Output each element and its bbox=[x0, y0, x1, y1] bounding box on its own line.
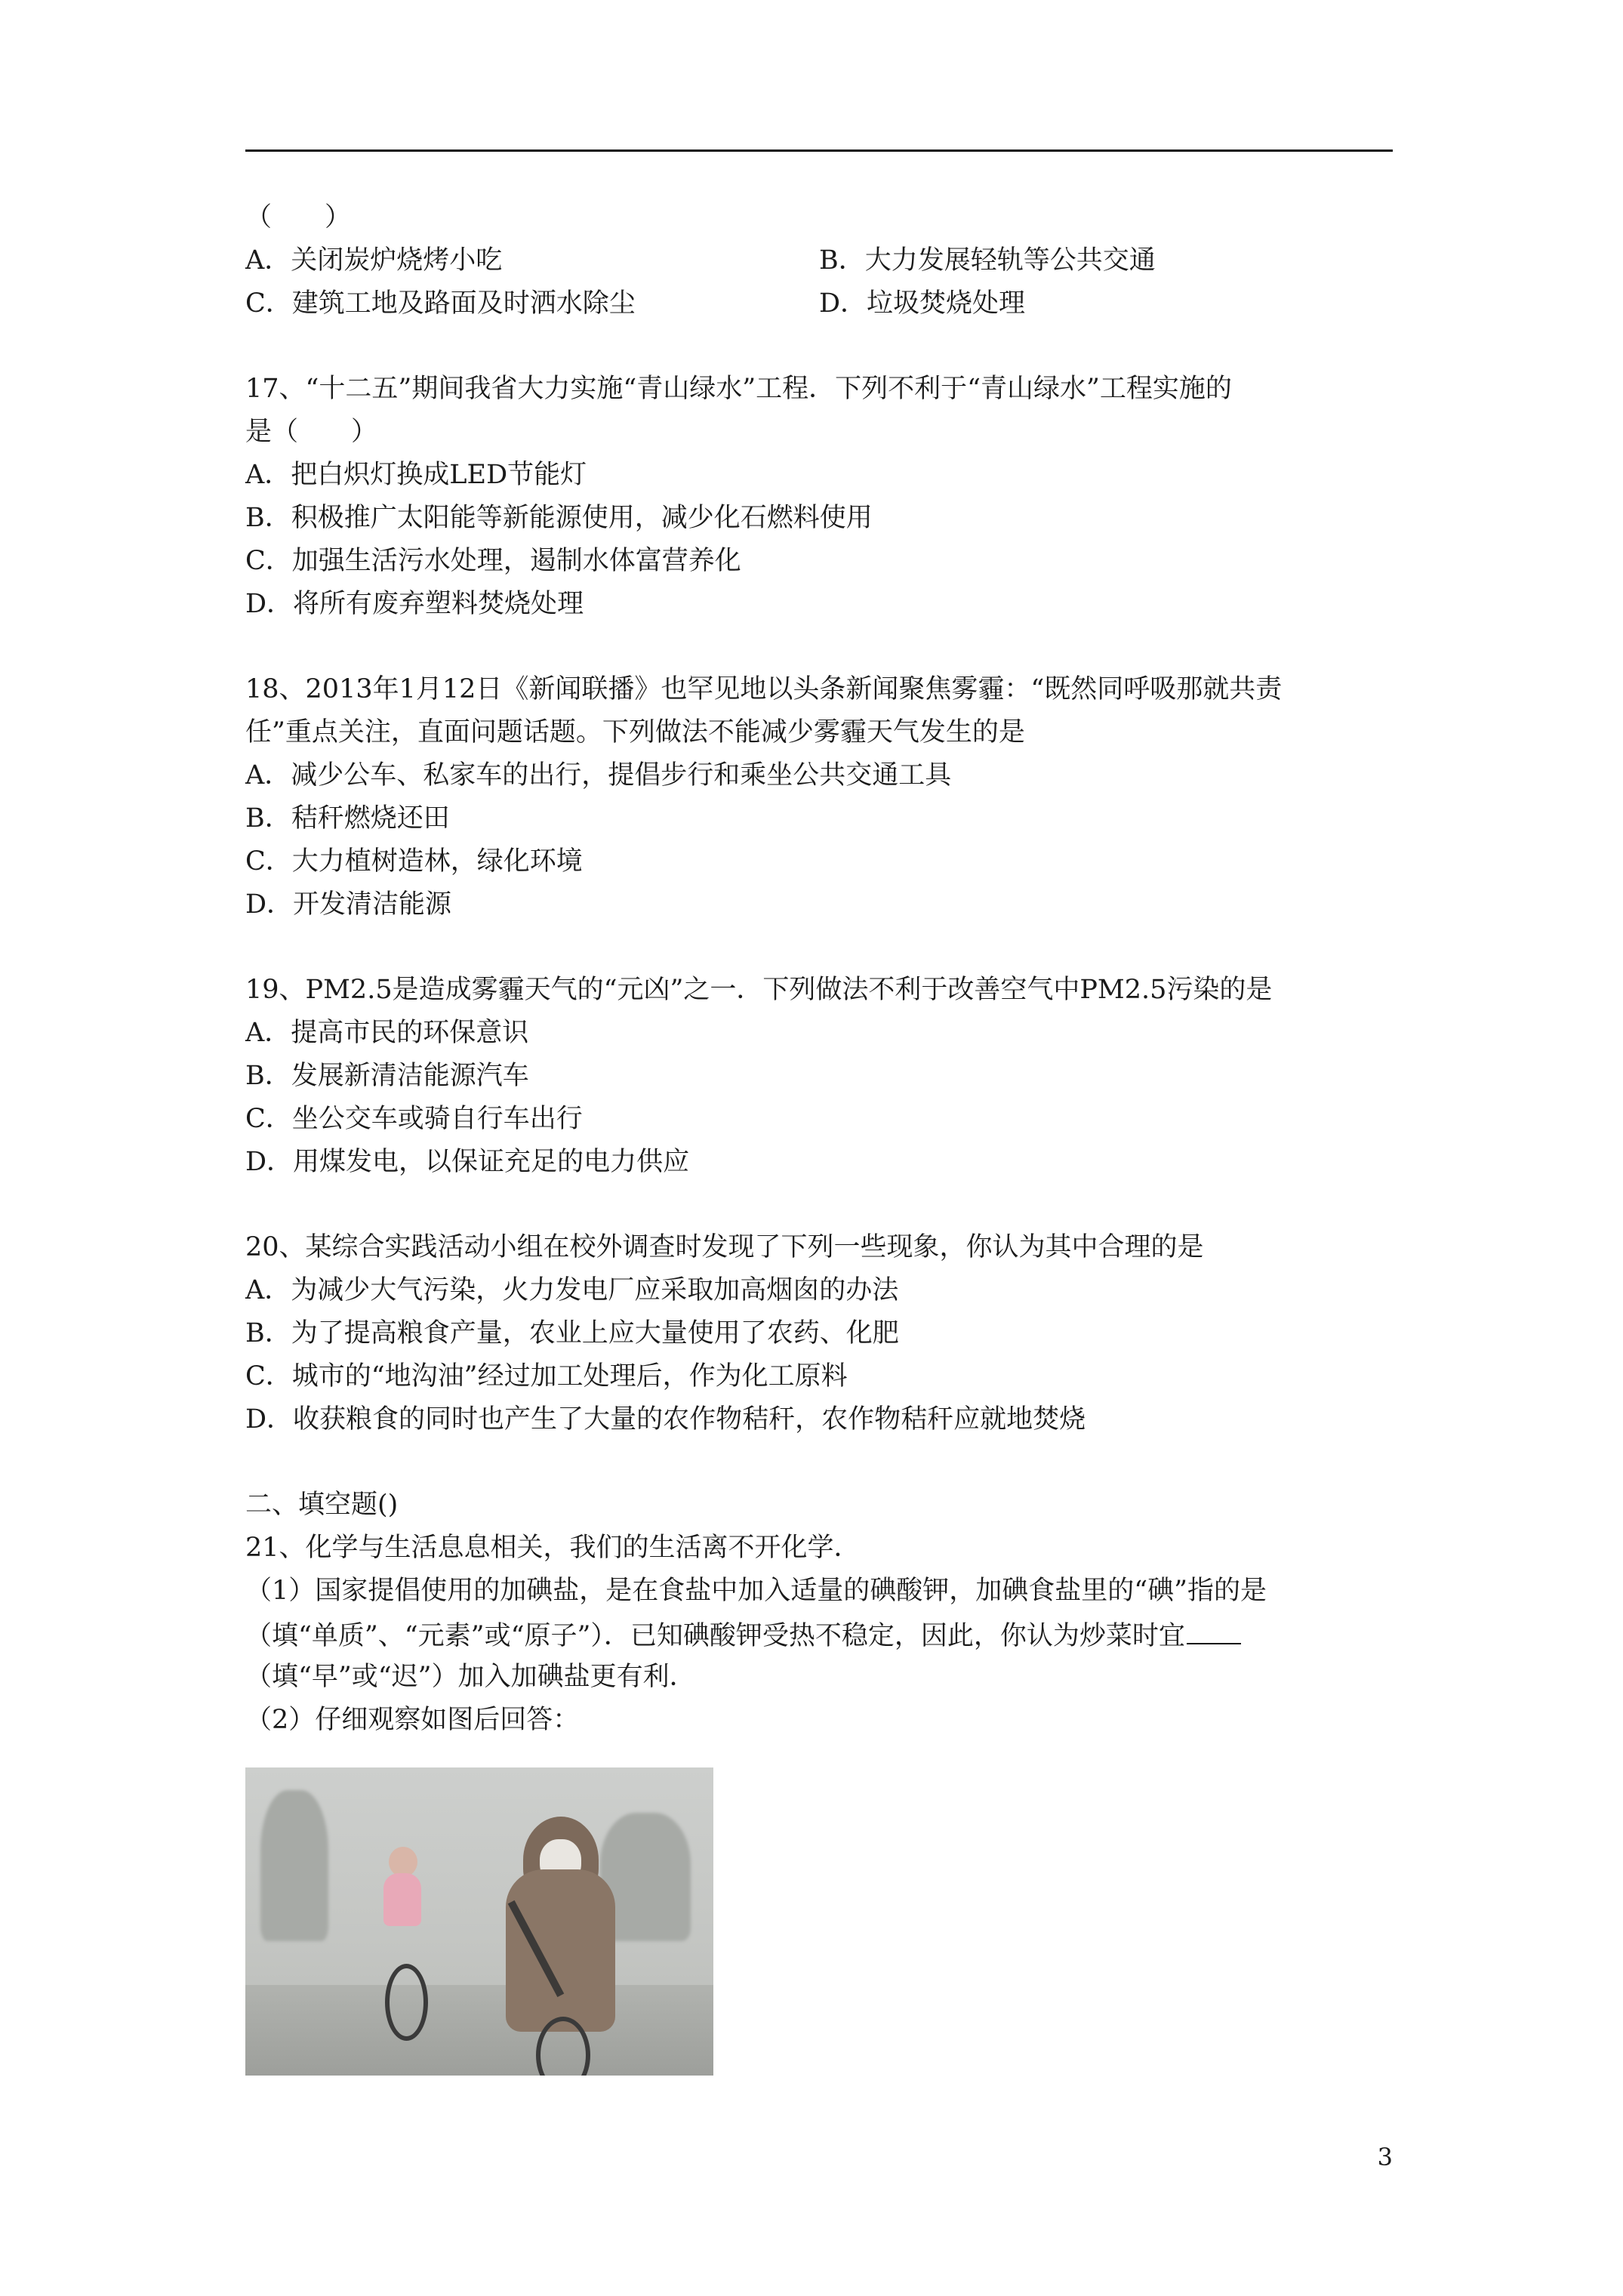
q16-option-d: D．垃圾焚烧处理 bbox=[819, 288, 1026, 319]
q16-option-c: C．建筑工地及路面及时洒水除尘 bbox=[245, 288, 636, 319]
page-number: 3 bbox=[1377, 2143, 1393, 2171]
road bbox=[245, 1985, 713, 2076]
q21-part1-line2: （填“单质”、“元素”或“原子”）．已知碘酸钾受热不稳定，因此，你认为炒菜时宜 bbox=[245, 1621, 1185, 1651]
page-content bbox=[245, 196, 1393, 2076]
section-title: 二、填空题() bbox=[245, 1490, 399, 1520]
q17-stem-line2: 是（ ） bbox=[245, 417, 378, 447]
q21-stem: 21、化学与生活息息相关，我们的生活离不开化学． bbox=[245, 1533, 861, 1563]
q19-stem: 19、PM2.5是造成雾霾天气的“元凶”之一．下列做法不利于改善空气中PM2.5污染的是 bbox=[245, 975, 1273, 1005]
adult-cyclist bbox=[506, 1869, 615, 2032]
q17-option-a: A．把白炽灯换成LED节能灯 bbox=[245, 460, 587, 490]
q20-option-a: A．为减少大气污染，火力发电厂应采取加高烟囱的办法 bbox=[245, 1275, 899, 1305]
q18-stem-line2: 任”重点关注，直面问题话题。下列做法不能减少雾霾天气发生的是 bbox=[245, 717, 1025, 747]
q20-option-d: D．收获粮食的同时也产生了大量的农作物秸秆，农作物秸秆应就地焚烧 bbox=[245, 1404, 1086, 1435]
q19-option-a: A．提高市民的环保意识 bbox=[245, 1018, 529, 1048]
q20-stem: 20、某综合实践活动小组在校外调查时发现了下列一些现象，你认为其中合理的是 bbox=[245, 1232, 1204, 1262]
q21-part1-line2-row bbox=[245, 1613, 1393, 1656]
background-tree bbox=[260, 1790, 328, 1941]
child-cyclist bbox=[383, 1873, 421, 1926]
q19-option-b: B．发展新清洁能源汽车 bbox=[245, 1061, 529, 1091]
q21-part1-line1: （1）国家提倡使用的加碘盐，是在食盐中加入适量的碘酸钾，加碘食盐里的“碘”指的是 bbox=[245, 1576, 1267, 1606]
q20-option-b: B．为了提高粮食产量，农业上应大量使用了农药、化肥 bbox=[245, 1318, 899, 1348]
q19-option-d: D．用煤发电，以保证充足的电力供应 bbox=[245, 1147, 690, 1177]
header-rule bbox=[245, 149, 1393, 152]
q21-part2: （2）仔细观察如图后回答： bbox=[245, 1705, 580, 1735]
q18-option-c: C．大力植树造林，绿化环境 bbox=[245, 846, 583, 877]
q18-option-b: B．秸秆燃烧还田 bbox=[245, 803, 450, 834]
q18-option-d: D．开发清洁能源 bbox=[245, 889, 452, 920]
q16-option-b: B．大力发展轻轨等公共交通 bbox=[819, 245, 1156, 276]
smog-cyclists-photo bbox=[245, 1767, 713, 2076]
q18-stem-line1: 18、2013年1月12日《新闻联播》也罕见地以头条新闻聚焦雾霾：“既然同呼吸那就共责 bbox=[245, 674, 1283, 704]
q16-options-row1 bbox=[245, 239, 1393, 282]
q19-option-c: C．坐公交车或骑自行车出行 bbox=[245, 1104, 583, 1134]
answer-blank[interactable] bbox=[1187, 1613, 1241, 1644]
q16-option-a: A．关闭炭炉烧烤小吃 bbox=[245, 245, 503, 276]
q17-stem-line1: 17、“十二五”期间我省大力实施“青山绿水”工程．下列不利于“青山绿水”工程实施的 bbox=[245, 374, 1232, 404]
q18-option-a: A．减少公车、私家车的出行，提倡步行和乘坐公共交通工具 bbox=[245, 760, 952, 791]
q17-option-b: B．积极推广太阳能等新能源使用，减少化石燃料使用 bbox=[245, 503, 873, 533]
q16-stem-tail: （ ） bbox=[245, 202, 352, 233]
q20-option-c: C．城市的“地沟油”经过加工处理后，作为化工原料 bbox=[245, 1361, 848, 1391]
child-bicycle bbox=[385, 1964, 428, 2041]
q16-options-row2 bbox=[245, 282, 1393, 325]
child-cyclist-head bbox=[389, 1847, 417, 1877]
q17-option-d: D．将所有废弃塑料焚烧处理 bbox=[245, 589, 584, 619]
q21-part1-line3: （填“早”或“迟”）加入加碘盐更有利． bbox=[245, 1662, 696, 1692]
q17-option-c: C．加强生活污水处理，遏制水体富营养化 bbox=[245, 546, 741, 576]
